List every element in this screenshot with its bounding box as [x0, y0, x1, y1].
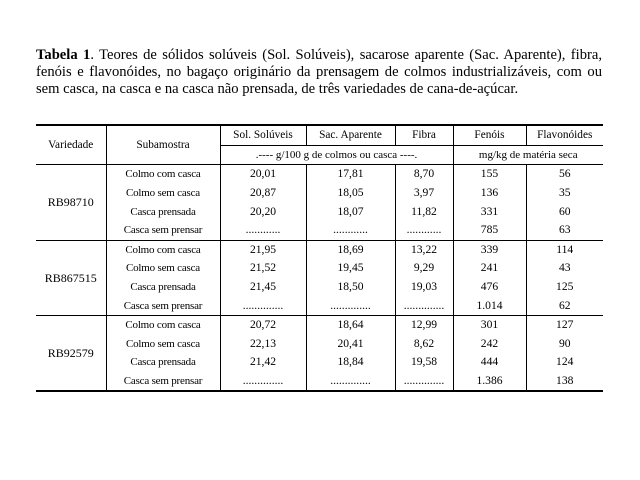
header-sac-aparente: Sac. Aparente [306, 125, 395, 145]
subamostra-cell: Colmo sem casca [106, 335, 220, 354]
sol-soluveis-cell: 20,72 [220, 315, 306, 334]
fenois-cell: 155 [453, 165, 526, 184]
flavonoides-cell: 125 [556, 280, 574, 294]
fibra-cell: ............ [395, 221, 453, 240]
table-row [36, 372, 603, 392]
header-row [36, 125, 603, 145]
flavonoides-cell: 63 [558, 223, 571, 237]
fenois-cell: 444 [453, 353, 526, 372]
subamostra-cell: Casca prensada [106, 278, 220, 297]
sac-aparente-cell: 18,07 [306, 202, 395, 221]
subamostra-cell: Casca sem prensar [106, 221, 220, 240]
table-row [36, 240, 603, 259]
flavonoides-cell: 35 [558, 186, 571, 200]
fibra-cell: 19,03 [395, 278, 453, 297]
sol-soluveis-cell: 22,13 [220, 335, 306, 354]
fibra-cell: 8,70 [395, 165, 453, 184]
flavonoides-cell: 56 [558, 167, 571, 181]
flavonoides-cell: 138 [526, 372, 603, 392]
sac-aparente-cell: 18,64 [306, 315, 395, 334]
fenois-cell: 136 [453, 184, 526, 203]
flavonoides-cell: 127 [526, 315, 603, 334]
caption-text: . Teores de sólidos solúveis (Sol. Solúveis), sacarose aparente (Sac. Aparente), fibra, fenóis e flavonóides, no bagaço originário da prensagem de colmos industrializáveis, com ou sem casca, na casca e na casca não prensada, de três variedades de cana-de-açúcar. [36, 47, 602, 98]
header-variedade: Variedade [36, 125, 106, 165]
table-row [36, 353, 603, 372]
flavonoides-cell: 62 [558, 298, 571, 312]
fibra-cell: 8,62 [395, 335, 453, 354]
table-row [36, 202, 603, 221]
fibra-cell: 12,99 [395, 315, 453, 334]
fenois-cell: 476 [453, 278, 526, 297]
subamostra-cell: Casca sem prensar [106, 296, 220, 315]
sol-soluveis-cell: 20,20 [220, 202, 306, 221]
sol-soluveis-cell: 21,45 [220, 278, 306, 297]
fibra-cell: 19,58 [395, 353, 453, 372]
fibra-cell: 9,29 [395, 259, 453, 278]
flavonoides-cell: 124 [556, 355, 574, 369]
fenois-cell: 1.014 [453, 296, 526, 315]
fenois-cell: 331 [453, 202, 526, 221]
sac-aparente-cell: 18,05 [306, 184, 395, 203]
sol-soluveis-cell: 20,01 [220, 165, 306, 184]
table-row [36, 184, 603, 203]
fenois-cell: 241 [453, 259, 526, 278]
sac-aparente-cell: 18,69 [306, 240, 395, 259]
units-percent: .---- g/100 g de colmos ou casca ----. [220, 145, 453, 165]
fenois-cell: 339 [453, 240, 526, 259]
sac-aparente-cell: ............ [306, 221, 395, 240]
subamostra-cell: Colmo com casca [106, 315, 220, 334]
fibra-cell: 3,97 [395, 184, 453, 203]
units-mgkg: mg/kg de matéria seca [453, 145, 603, 165]
sol-soluveis-cell: .............. [220, 372, 306, 392]
sol-soluveis-cell: ............ [220, 221, 306, 240]
table-row [36, 165, 603, 184]
fenois-cell: 785 [453, 221, 526, 240]
subamostra-cell: Colmo sem casca [106, 259, 220, 278]
subamostra-cell: Colmo sem casca [106, 184, 220, 203]
table-row [36, 296, 603, 315]
variety-cell: RB867515 [36, 240, 106, 315]
header-sol-soluveis: Sol. Solúveis [220, 125, 306, 145]
table-row [36, 278, 603, 297]
sac-aparente-cell: .............. [306, 372, 395, 392]
table-row [36, 221, 603, 240]
fibra-cell: .............. [395, 372, 453, 392]
sol-soluveis-cell: .............. [220, 296, 306, 315]
subamostra-cell: Casca prensada [106, 353, 220, 372]
fenois-cell: 242 [453, 335, 526, 354]
table-row [36, 335, 603, 354]
table-label: Tabela 1 [36, 47, 91, 63]
subamostra-cell: Colmo com casca [106, 165, 220, 184]
subamostra-cell: Casca prensada [106, 202, 220, 221]
flavonoides-cell: 60 [558, 204, 571, 218]
sac-aparente-cell: .............. [306, 296, 395, 315]
fibra-cell: 13,22 [395, 240, 453, 259]
fenois-cell: 1.386 [453, 372, 526, 392]
sac-aparente-cell: 20,41 [306, 335, 395, 354]
header-fenois: Fenóis [453, 125, 526, 145]
table-row [36, 315, 603, 334]
sol-soluveis-cell: 21,52 [220, 259, 306, 278]
sol-soluveis-cell: 21,95 [220, 240, 306, 259]
fibra-cell: .............. [395, 296, 453, 315]
sac-aparente-cell: 19,45 [306, 259, 395, 278]
data-table [36, 124, 603, 392]
subamostra-cell: Casca sem prensar [106, 372, 220, 392]
flavonoides-cell: 43 [558, 261, 571, 275]
variety-cell: RB92579 [36, 315, 106, 391]
header-flavonoides: Flavonóides [526, 125, 603, 145]
header-fibra: Fibra [395, 125, 453, 145]
subamostra-cell: Colmo com casca [106, 240, 220, 259]
fibra-cell: 11,82 [395, 202, 453, 221]
sol-soluveis-cell: 21,42 [220, 353, 306, 372]
flavonoides-cell: 114 [526, 240, 603, 259]
flavonoides-cell: 90 [558, 336, 571, 350]
table-row [36, 259, 603, 278]
sol-soluveis-cell: 20,87 [220, 184, 306, 203]
sac-aparente-cell: 17,81 [306, 165, 395, 184]
header-subamostra: Subamostra [106, 125, 220, 165]
sac-aparente-cell: 18,50 [306, 278, 395, 297]
sac-aparente-cell: 18,84 [306, 353, 395, 372]
fenois-cell: 301 [453, 315, 526, 334]
table-caption [36, 47, 602, 99]
variety-cell: RB98710 [36, 165, 106, 240]
